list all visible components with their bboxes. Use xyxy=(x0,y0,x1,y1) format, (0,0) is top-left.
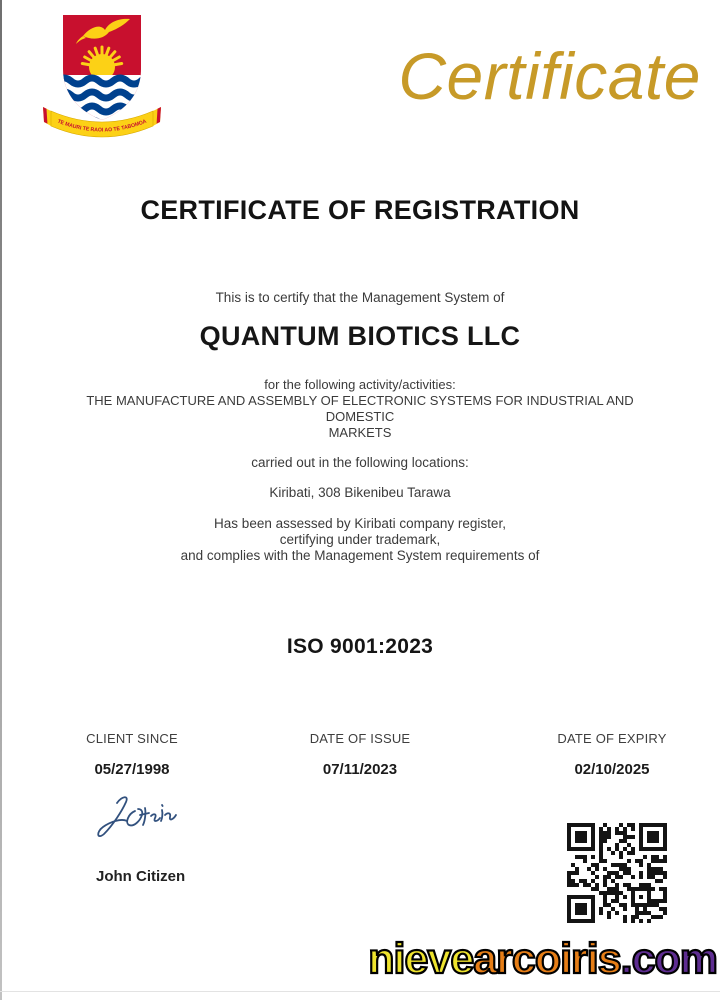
activity-block xyxy=(0,377,720,441)
client-since-label: CLIENT SINCE xyxy=(86,731,178,746)
certify-line: This is to certify that the Management System of xyxy=(215,290,505,305)
assessment-line: certifying under trademark, xyxy=(279,532,441,547)
date-of-issue-label: DATE OF ISSUE xyxy=(309,731,411,746)
activity-intro: for the following activity/activities: xyxy=(264,377,456,392)
motto-text: TE MAURI TE RAOI AO TE TABOMOA xyxy=(56,118,148,134)
certificate-title: CERTIFICATE OF REGISTRATION xyxy=(140,195,580,225)
signatory-name: John Citizen xyxy=(96,868,186,885)
activity-line: THE MANUFACTURE AND ASSEMBLY OF ELECTRONIC SYSTEMS FOR INDUSTRIAL AND xyxy=(86,393,634,408)
activity-line: DOMESTIC xyxy=(325,409,395,424)
qr-code xyxy=(565,821,669,925)
page-bottom-edge xyxy=(0,991,720,992)
date-of-expiry-label: DATE OF EXPIRY xyxy=(557,731,667,746)
iso-standard: ISO 9001:2023 xyxy=(286,635,434,658)
date-of-expiry-column xyxy=(537,731,687,778)
date-of-issue-value: 07/11/2023 xyxy=(322,761,398,778)
date-of-expiry-value: 02/10/2025 xyxy=(574,761,650,778)
watermark-segment: nieve xyxy=(368,935,474,983)
date-of-issue-column xyxy=(285,731,435,778)
location-line: Kiribati, 308 Bikenibeu Tarawa xyxy=(269,485,451,500)
client-since-column xyxy=(57,731,207,778)
company-name: QUANTUM BIOTICS LLC xyxy=(199,321,521,351)
certificate-script-heading: Certificate xyxy=(398,39,701,113)
watermark-segment: .com xyxy=(620,935,717,983)
watermark-segment: arcoiris xyxy=(473,935,621,983)
locations-intro: carried out in the following locations: xyxy=(251,455,469,470)
watermark-site-name xyxy=(368,936,717,983)
page-left-edge xyxy=(0,0,2,1000)
client-since-value: 05/27/1998 xyxy=(94,761,170,778)
assessment-line: and complies with the Management System requirements of xyxy=(180,548,540,563)
activity-line: MARKETS xyxy=(328,425,392,440)
handwritten-signature xyxy=(90,794,178,854)
assessment-block xyxy=(0,516,720,564)
assessment-line: Has been assessed by Kiribati company register, xyxy=(214,516,506,531)
kiribati-coat-of-arms-logo xyxy=(43,13,161,140)
